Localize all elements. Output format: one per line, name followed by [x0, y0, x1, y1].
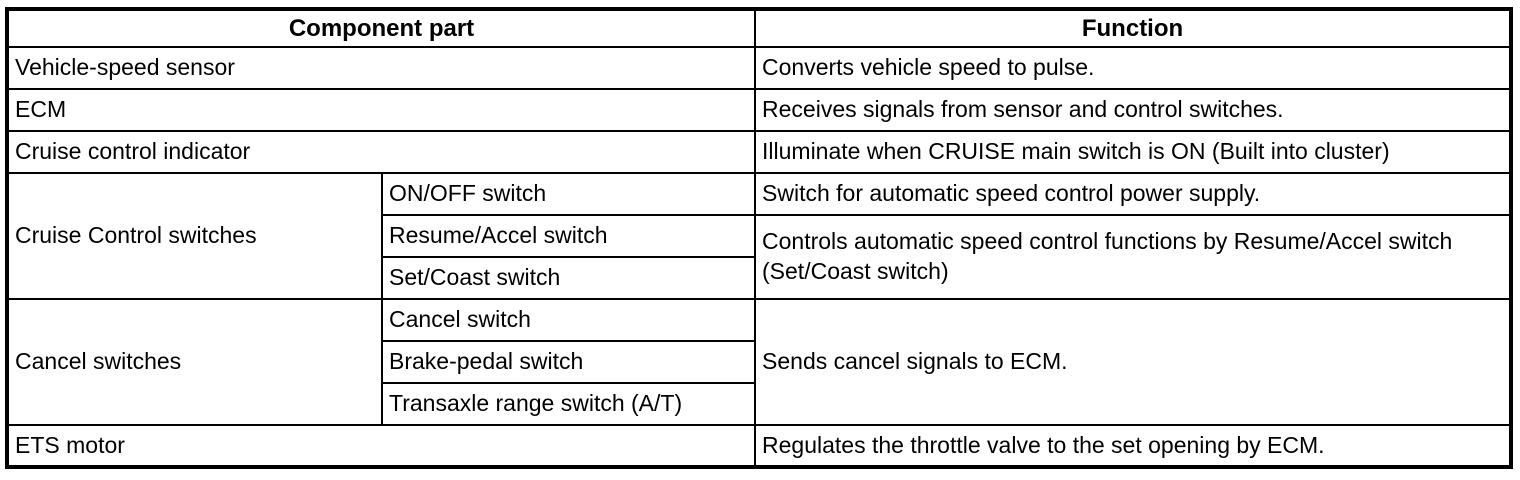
table-row [7, 425, 1511, 467]
table-row [7, 173, 1511, 215]
table-row [7, 89, 1511, 131]
table-header-row [7, 9, 1511, 47]
cell-cancel-switches: Cancel switches [7, 299, 382, 425]
cell-cruise-control-indicator: Cruise control indicator [7, 131, 755, 173]
cell-ets-motor: ETS motor [7, 425, 755, 467]
cell-ets-motor-function: Regulates the throttle valve to the set opening by ECM. [755, 425, 1511, 467]
component-function-table [5, 7, 1513, 469]
cell-cancel-switches-function: Sends cancel signals to ECM. [755, 299, 1511, 425]
cell-set-coast-switch: Set/Coast switch [382, 257, 755, 299]
cell-on-off-switch-function: Switch for automatic speed control power supply. [755, 173, 1511, 215]
cell-cancel-switch: Cancel switch [382, 299, 755, 341]
header-function: Function [755, 9, 1511, 47]
table-row [7, 47, 1511, 89]
cell-ecm: ECM [7, 89, 755, 131]
cell-brake-pedal-switch: Brake-pedal switch [382, 341, 755, 383]
cell-vehicle-speed-sensor-function: Converts vehicle speed to pulse. [755, 47, 1511, 89]
cell-on-off-switch: ON/OFF switch [382, 173, 755, 215]
cell-cruise-control-switches: Cruise Control switches [7, 173, 382, 299]
cell-transaxle-range-switch: Transaxle range switch (A/T) [382, 383, 755, 425]
cell-vehicle-speed-sensor: Vehicle-speed sensor [7, 47, 755, 89]
table-row [7, 299, 1511, 341]
cell-resume-set-function: Controls automatic speed control functions by Resume/Accel switch (Set/Coast switch) [755, 215, 1511, 299]
cell-cruise-control-indicator-function: Illuminate when CRUISE main switch is ON (Built into cluster) [755, 131, 1511, 173]
table-row [7, 131, 1511, 173]
header-component-part: Component part [7, 9, 755, 47]
cell-ecm-function: Receives signals from sensor and control switches. [755, 89, 1511, 131]
cell-resume-accel-switch: Resume/Accel switch [382, 215, 755, 257]
